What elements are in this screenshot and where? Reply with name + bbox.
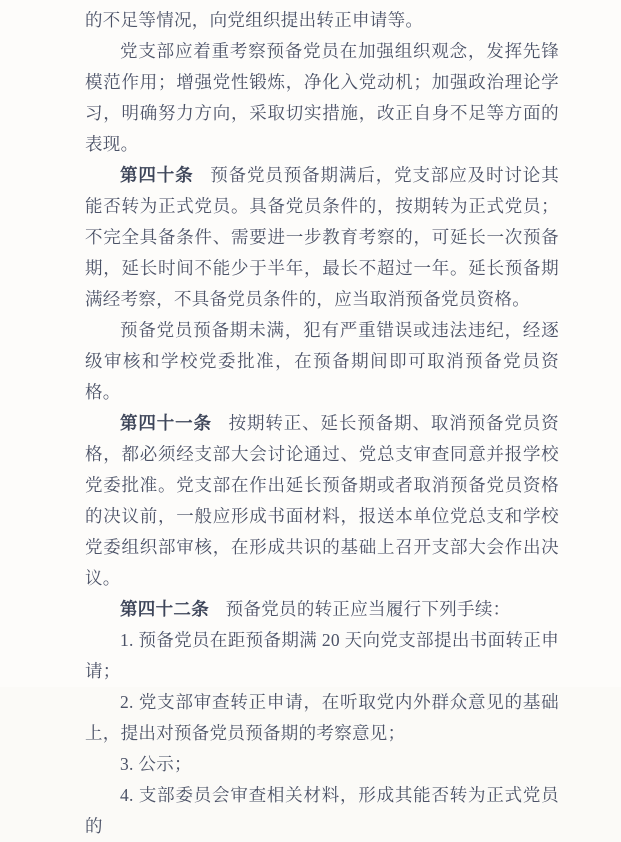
list-item-text: 1. 预备党员在距预备期满 20 天向党支部提出书面转正申请； bbox=[85, 630, 559, 681]
paragraph-body bbox=[85, 315, 559, 408]
list-item-text: 3. 公示； bbox=[120, 754, 192, 774]
article-number: 第四十条 bbox=[120, 165, 194, 185]
document-body bbox=[85, 5, 559, 842]
paragraph-text: 的不足等情况，向党组织提出转正申请等。 bbox=[85, 10, 424, 30]
paragraph-body bbox=[85, 36, 559, 160]
paragraph-text: 预备党员预备期满后，党支部应及时讨论其能否转为正式党员。具备党员条件的，按期转为正式党员；不完全具备条件、需要进一步教育考察的，可延长一次预备期，延长时间不能少于半年，最长不超过一年。延长预备期满经考察，不具备党员条件的，应当取消预备党员资格。 bbox=[85, 165, 559, 309]
paragraph-article-40 bbox=[85, 160, 559, 315]
article-number: 第四十二条 bbox=[120, 599, 209, 619]
list-item-3 bbox=[85, 749, 559, 780]
list-item-1 bbox=[85, 625, 559, 687]
paragraph-text: 预备党员的转正应当履行下列手续： bbox=[225, 599, 511, 619]
list-item-2 bbox=[85, 687, 559, 749]
paragraph-text: 党支部应着重考察预备党员在加强组织观念，发挥先锋模范作用；增强党性锻炼，净化入党动机；加强政治理论学习，明确努力方向，采取切实措施，改正自身不足等方面的表现。 bbox=[85, 41, 559, 154]
paragraph-article-41 bbox=[85, 408, 559, 594]
list-item-text: 2. 党支部审查转正申请，在听取党内外群众意见的基础上，提出对预备党员预备期的考察意见； bbox=[85, 692, 559, 743]
list-item-text: 4. 支部委员会审查相关材料，形成其能否转为正式党员的 bbox=[85, 785, 559, 836]
article-number: 第四十一条 bbox=[120, 413, 212, 433]
list-item-4 bbox=[85, 780, 559, 842]
paragraph-article-42 bbox=[85, 594, 559, 625]
paragraph-continuation bbox=[85, 5, 559, 36]
paragraph-text: 按期转正、延长预备期、取消预备党员资格，都必须经支部大会讨论通过、党总支审查同意并报学校党委批准。党支部在作出延长预备期或者取消预备党员资格的决议前，一般应形成书面材料，报送本单位党总支和学校党委组织部审核，在形成共识的基础上召开支部大会作出决议。 bbox=[85, 413, 559, 588]
paragraph-text: 预备党员预备期未满，犯有严重错误或违法违纪，经逐级审核和学校党委批准，在预备期间即可取消预备党员资格。 bbox=[85, 320, 559, 402]
